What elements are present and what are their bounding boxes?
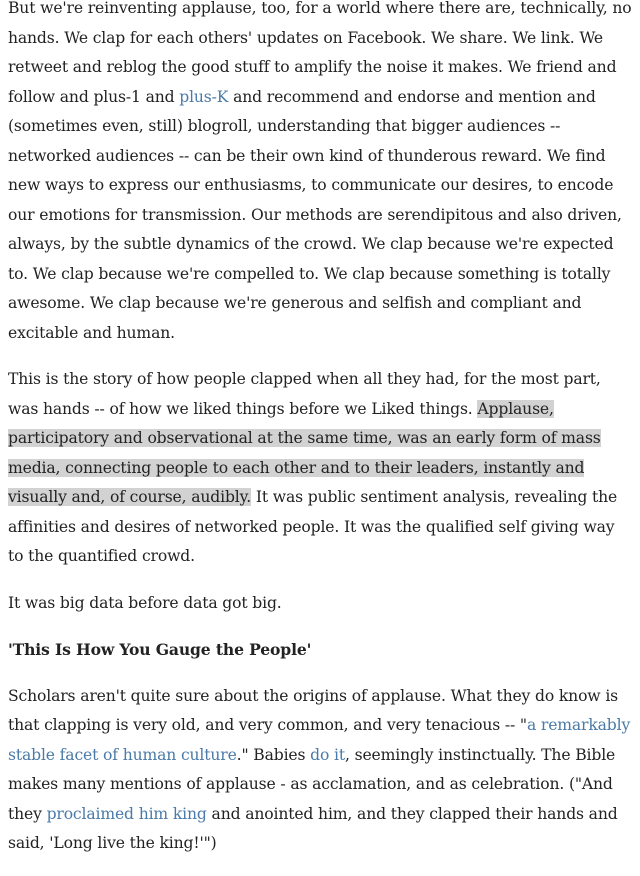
text-segment: Scholars aren't quite sure about the origins of applause. What they do know is that clapping is very old, and very common, and very tenacious -- " xyxy=(8,686,619,734)
text-segment: and recommend and endorse and mention and (sometimes even, still) blogroll, understanding that bigger audiences -- networked audiences -- can be their own kind of thunderous reward. We find new ways to express our enthusiasms, to communicate our desires, to encode our emotions for transmission. Our methods are serendipitous and also driven, always, by the subtle dynamics of the crowd. We clap because we're expected to. We clap because we're compelled to. We clap because something is totally awesome. We clap because we're generous and selfish and compliant and excitable and human. xyxy=(8,87,622,342)
link-do-it[interactable]: do it xyxy=(310,745,346,764)
paragraph-story-of-clapping xyxy=(8,365,634,572)
text-segment: This is the story of how people clapped when all they had, for the most part, was hands -- of how we liked things before we Liked things. xyxy=(8,370,601,418)
text-segment: and anointed him, and they clapped their hands and said, 'Long live the king!'") xyxy=(8,804,618,852)
paragraph-big-data: It was big data before data got big. xyxy=(8,593,282,612)
text-segment: It was public sentiment analysis, revealing the affinities and desires of networked people. It was the qualified self giving way to the quantified crowd. xyxy=(8,488,618,565)
link-plus-k[interactable]: plus-K xyxy=(179,87,229,106)
link-proclaimed-him-king[interactable]: proclaimed him king xyxy=(46,804,207,823)
text-segment: , seemingly instinctually. The Bible makes many mentions of applause - as acclamation, and as celebration. ("And they xyxy=(8,745,616,823)
article-body xyxy=(8,0,634,876)
section-heading: 'This Is How You Gauge the People' xyxy=(8,640,312,659)
link-remarkably-stable-facet[interactable]: a remarkably stable facet of human culture xyxy=(8,716,631,764)
text-segment: ." Babies xyxy=(236,745,311,764)
paragraph-reinventing-applause xyxy=(8,0,634,348)
text-segment: But we're reinventing applause, too, for a world where there are, technically, no hands. We clap for each others' updates on Facebook. We share. We link. We retweet and reblog the good stuff to amplify the noise it makes. We friend and follow and plus-1 and xyxy=(8,0,632,106)
paragraph-origins-of-applause xyxy=(8,682,634,859)
highlighted-text[interactable]: Applause, participatory and observational at the same time, was an early form of mass media, connecting people to each other and to their leaders, instantly and visually and, of course, audibly. xyxy=(8,399,601,506)
